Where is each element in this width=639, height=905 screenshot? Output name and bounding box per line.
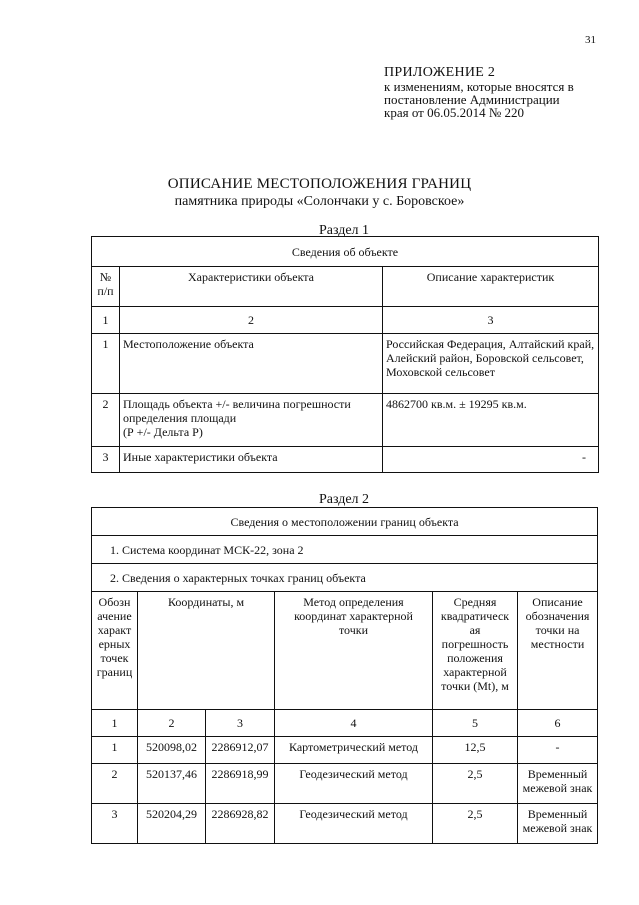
point-method: Геодезический метод bbox=[275, 804, 433, 844]
index-cell: 4 bbox=[275, 710, 433, 737]
point-x: 520204,29 bbox=[138, 804, 206, 844]
row-number: 2 bbox=[92, 394, 120, 447]
appendix-line-3: края от 06.05.2014 № 220 bbox=[384, 105, 524, 120]
document-title: ОПИСАНИЕ МЕСТОПОЛОЖЕНИЯ ГРАНИЦ bbox=[167, 176, 472, 192]
index-cell: 1 bbox=[92, 710, 138, 737]
row-characteristic: Иные характеристики объекта bbox=[120, 447, 383, 473]
header-coordinates: Координаты, м bbox=[138, 592, 275, 710]
table-row bbox=[92, 764, 598, 804]
index-cell: 5 bbox=[433, 710, 518, 737]
table-row bbox=[92, 394, 599, 447]
header-designation: Обозн ачение характ ерных точек границ bbox=[92, 592, 138, 710]
table-title: Сведения о местоположении границ объекта bbox=[92, 508, 598, 536]
point-error: 12,5 bbox=[433, 737, 518, 764]
index-cell: 3 bbox=[383, 307, 599, 334]
coordinate-system-line: 1. Система координат МСК-22, зона 2 bbox=[92, 536, 598, 564]
points-info-line: 2. Сведения о характерных точках границ объекта bbox=[92, 564, 598, 592]
appendix-line-2: постановление Администрации bbox=[384, 92, 560, 107]
section-1-label: Раздел 1 bbox=[318, 223, 370, 238]
index-cell: 2 bbox=[138, 710, 206, 737]
row-characteristic: Местоположение объекта bbox=[120, 334, 383, 394]
header-method: Метод определения координат характерной точки bbox=[275, 592, 433, 710]
point-number: 1 bbox=[92, 737, 138, 764]
row-description: Российская Федерация, Алтайский край, Алейский район, Боровской сельсовет, Моховской сельсовет bbox=[383, 334, 599, 394]
point-method: Геодезический метод bbox=[275, 764, 433, 804]
row-characteristic: Площадь объекта +/- величина погрешности определения площади (Р +/- Дельта Р) bbox=[120, 394, 383, 447]
header-point-description: Описание обозначения точки на местности bbox=[518, 592, 598, 710]
point-number: 2 bbox=[92, 764, 138, 804]
appendix-block bbox=[384, 66, 574, 119]
point-x: 520137,46 bbox=[138, 764, 206, 804]
section-2-label: Раздел 2 bbox=[318, 492, 370, 507]
header-error: Средняя квадратическ ая погрешность положения характерной точки (Mt), м bbox=[433, 592, 518, 710]
point-number: 3 bbox=[92, 804, 138, 844]
point-y: 2286912,07 bbox=[206, 737, 275, 764]
point-error: 2,5 bbox=[433, 764, 518, 804]
index-cell: 3 bbox=[206, 710, 275, 737]
boundary-points-table bbox=[91, 507, 598, 844]
row-description: - bbox=[383, 447, 599, 473]
index-cell: 2 bbox=[120, 307, 383, 334]
point-method: Картометрический метод bbox=[275, 737, 433, 764]
point-description: Временный межевой знак bbox=[518, 804, 598, 844]
object-info-table bbox=[91, 236, 599, 473]
row-number: 3 bbox=[92, 447, 120, 473]
page-number: 31 bbox=[585, 34, 596, 46]
row-number: 1 bbox=[92, 334, 120, 394]
point-y: 2286918,99 bbox=[206, 764, 275, 804]
header-description: Описание характеристик bbox=[383, 267, 599, 307]
table-row bbox=[92, 804, 598, 844]
appendix-title: ПРИЛОЖЕНИЕ 2 bbox=[384, 65, 496, 80]
table-row bbox=[92, 447, 599, 473]
appendix-line-1: к изменениям, которые вносятся в bbox=[384, 79, 574, 94]
table-row bbox=[92, 334, 599, 394]
point-description: Временный межевой знак bbox=[518, 764, 598, 804]
index-cell: 6 bbox=[518, 710, 598, 737]
row-description: 4862700 кв.м. ± 19295 кв.м. bbox=[383, 394, 599, 447]
document-subtitle: памятника природы «Солончаки у с. Боровское» bbox=[174, 194, 465, 209]
point-x: 520098,02 bbox=[138, 737, 206, 764]
point-error: 2,5 bbox=[433, 804, 518, 844]
table-title: Сведения об объекте bbox=[92, 237, 599, 267]
point-y: 2286928,82 bbox=[206, 804, 275, 844]
index-cell: 1 bbox=[92, 307, 120, 334]
header-number: № п/п bbox=[92, 267, 120, 307]
table-row bbox=[92, 737, 598, 764]
header-characteristics: Характеристики объекта bbox=[120, 267, 383, 307]
point-description: - bbox=[518, 737, 598, 764]
